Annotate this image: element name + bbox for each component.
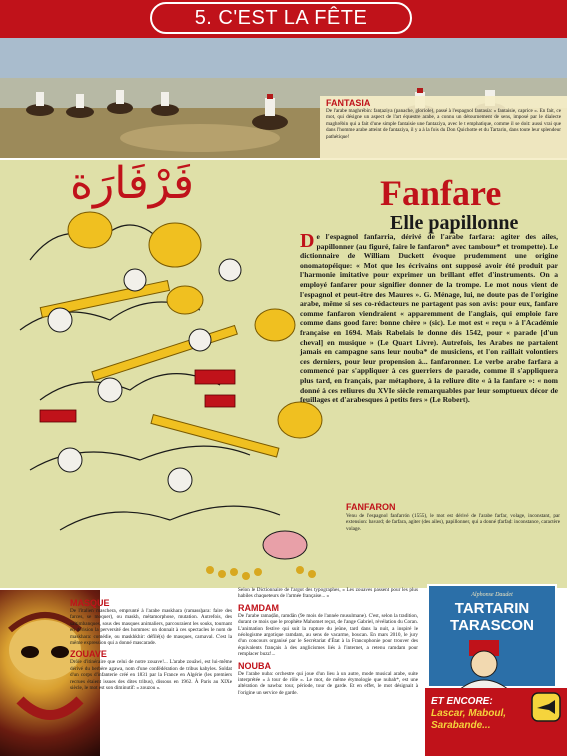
- tartarin-illustration: [429, 634, 555, 690]
- nouba-text: De l'arabe nuba: orchestre qui joue d'un lieu à un autre, mode musical arabe, suite interprétée « à tour de rôle ». Le mot, de même étymologie que nubah*, est une altération de nawba: tour, période, tour de garde. Et en effet, le mot désignait à l'origine un service de garde.: [238, 670, 418, 696]
- book-title-line1: TARTARIN: [454, 600, 530, 617]
- nouba-title: NOUBA: [238, 660, 271, 671]
- fantasia-box: [320, 96, 567, 160]
- masque-text: De l'italien maschera, emprunté à l'arabe maskhara (ramassḫara: faire des farces, se moquer), ou maskh, métamorphose, mutation. Autrefois, des saltimbanques, sous des masques animaliers, parcouraient les souks, tournant en dérision la perversité des hommes: on donnait à ces spectacles le nom de maskhara: comédie, ou maskhkhir: défilé(s) de masques, carnaval. C'est la même expression qui a donné mascarade.: [70, 608, 232, 647]
- zouave-title: ZOUAVE: [70, 649, 107, 660]
- encore-label: ET ENCORE:: [431, 696, 493, 707]
- encore-box: [425, 688, 567, 756]
- fanfare-body: [300, 232, 558, 405]
- masque-title: MASQUE: [70, 598, 110, 608]
- fanfare-body-text: e l'espagnol fanfarria, dérivé de l'arabe farfara: agiter des ailes, papillonner (au figuré, faire le fanfaron* avec tambour* et trompette). Le dictionnaire de William Duckett évoque prudemment une origine onomatopéique: « Mot que les écrivains ont supposé avoir été produit par l'harmonie imitative pour exprimer un brillant effet d'instruments. On a employé fanfarer pour signifier donner de la trompe. Le mot nous vient de l'espagnol et peut-être des Maures ». G. Ménage, lui, ne doute pas de l'origine arabe, même si ses co-rédacteurs ne partagent pas son avis: pour eux, fanfare comme fanfaron viendraient « apparemment de l'anglais, qui emploie fare comme dans good fare: bonne chère » (sic). Le mot est « reçu » à l'Académie française en 1694. Mais Rabelais le donne dès 1542, pour « parade [d'un cheval] en musique » (Le Quart Livre). Autrefois, les Arabes ne partaient jamais en campagne sans leur nouba* de musiciens, et l'on raillait volontiers ces derniers, pour leur propension à... fanfaronner. Le verbe arabe farfara a commencé par s'appliquer à ces guerriers de parade, comme il s'appliquera plus tard, en français, par métaphore, à la reliure dite « à la fanfare »: « nom donné à ces reliures du XVIe siècle remarquables par leur somptueux décor de feuillages et d'arabesques à petits fers » (Le Robert).: [300, 232, 558, 405]
- tartarin-book-cover: [427, 584, 557, 688]
- chapter-title-pill: [150, 2, 412, 34]
- ramdam-text: De l'arabe ramaḍân, ramdân (9e mois de l'année musulmane). C'est, selon la tradition, durant ce mois que le prophète Mahomet reçut, de l'ange Gabriel, révélation du Coran. L'animation festive qui suit la rupture du jeûne, tard dans la nuit, a inspiré le néologisme argotique ramdam, au sens de vacarme, boucan. En mars 2010, le jury d'un concours organisé par le Secrétariat d'État à la Francophonie pour trouver des équivalents français à des anglicismes liés à l'internet, a retenu ramdam pour remplacer buzz!...: [238, 612, 418, 658]
- encore-items: Lascar, Maboul, Sarabande...: [431, 708, 507, 731]
- chapter-title: 5. C'EST LA FÊTE: [194, 6, 368, 29]
- column-left: [70, 598, 232, 694]
- fanfare-title: Fanfare: [380, 173, 502, 213]
- fantasia-text: De l'arabe maghrébin: fanṭaziya (panache, gloriole), passé à l'espagnol fantasía: « fantaisie, caprice ». En fait, ce mot, qui désigne un aspect de l'art équestre arabe, a connu un détournement de sens, imposé par le dialecte maghrébin qui a fait d'une simple fantaisie une fantaziya, avec le t emphatique, comme il se doit: aussi vrai que dans l'homme arabe atteint de fantaziya, il y a à la fois du Don Quichotte et du Tartarin, dans toute leur splendeur pathétique!: [326, 108, 561, 140]
- book-author: Alphonse Daudet: [471, 592, 513, 598]
- fanfaron-title: FANFARON: [346, 502, 396, 512]
- fantasia-title: FANTASIA: [326, 98, 371, 108]
- fanfaron-text: Venu de l'espagnol fanfarrón (1555), le mot est dérivé de l'arabe farfar, volage, inconstant, par extension: bavard; de farfara, agiter (des ailes), papillonner, qui a donné ṭfarfaḍ: inconstance, caractère volage.: [346, 513, 560, 532]
- trumpet-icon: [531, 692, 561, 722]
- fanfare-illustration: [0, 200, 345, 585]
- drop-cap: D: [300, 230, 315, 252]
- arabic-calligraphy: فَرْفَارَة: [70, 158, 195, 209]
- fanfare-subtitle: Elle papillonne: [390, 212, 519, 234]
- zouave-continued-text: Selon le Dictionnaire de l'argot des typographes, « Les zouaves passent pour les plus habiles chaqueteurs de l'armée française... »: [238, 587, 418, 600]
- column-middle: [238, 587, 418, 699]
- book-title-line2: TARASCON: [450, 617, 534, 634]
- zouave-text: Drôle d'itinéraire que celui de notre zouave!... L'arabe zouâwi, est lui-même dérivé du berbère agawa, nom d'une confédération de tribus kabyles. Soldat d'un corps d'infanterie créé en 1831 par la France en Algérie (les premiers recrues étaient issues des dites tribus), dissous en 1962. À Paris au XIXe siècle, le mot est son diminutif: « zouzou ».: [70, 659, 232, 692]
- ramdam-title: RAMDAM: [238, 602, 279, 613]
